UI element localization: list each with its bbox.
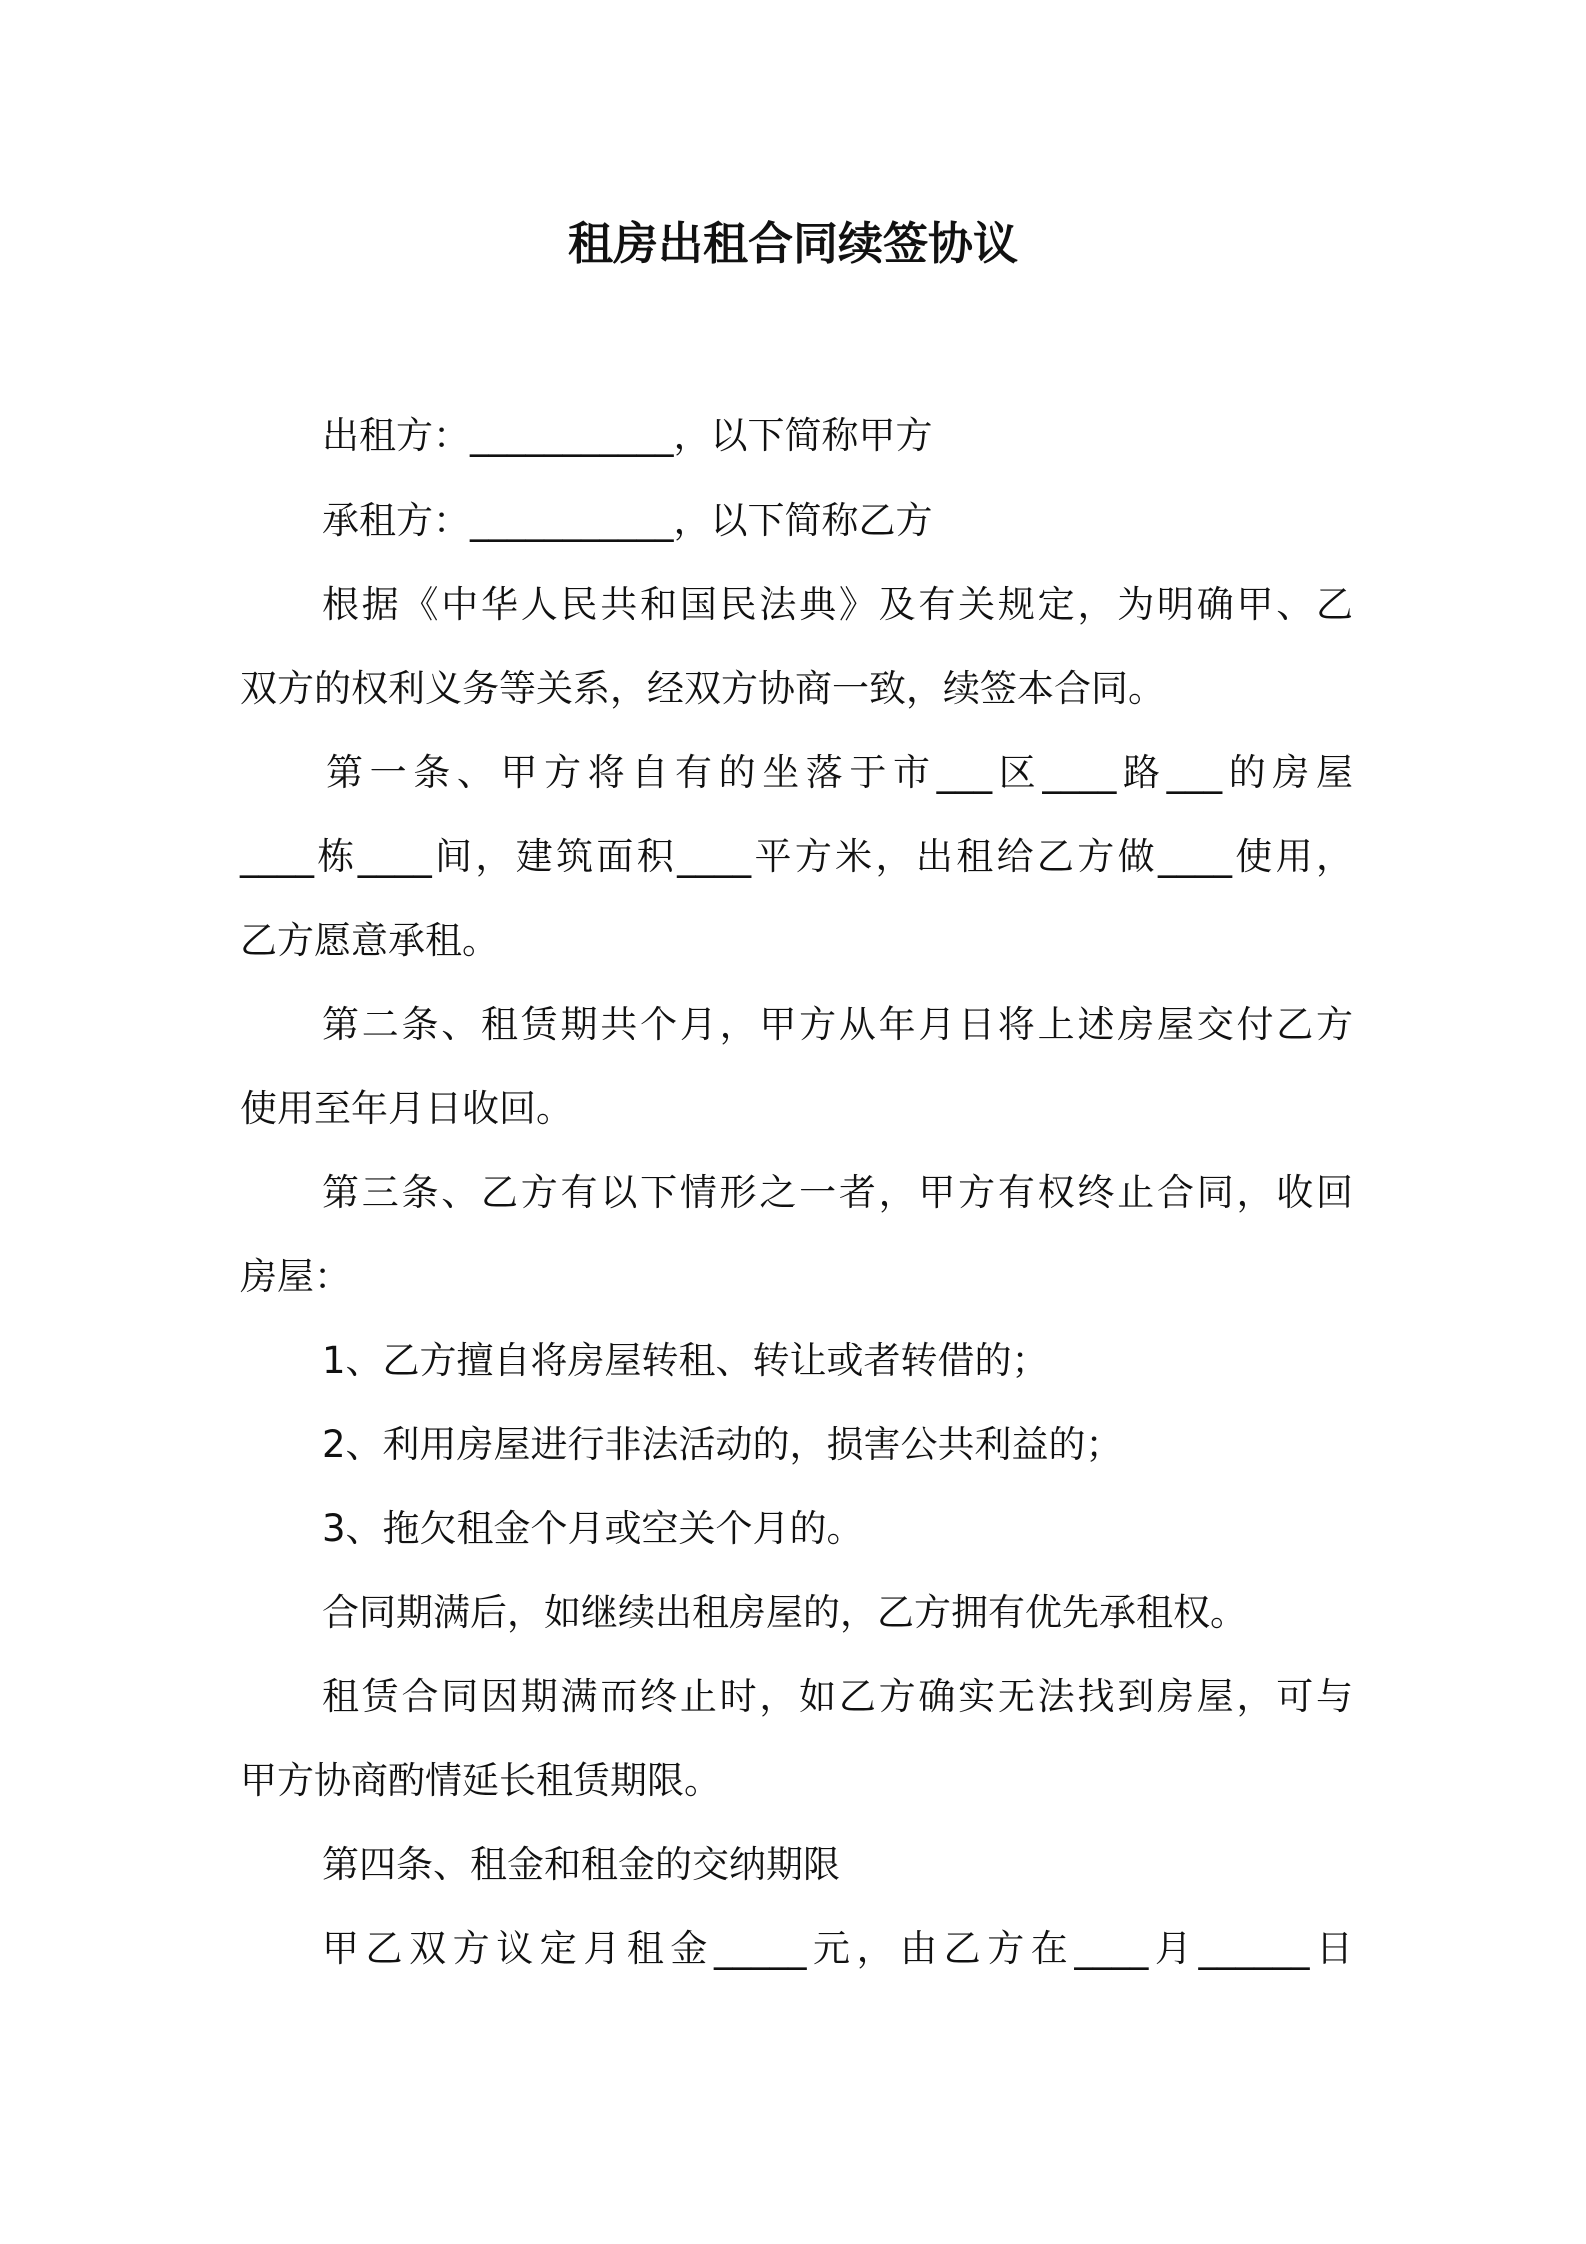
article-2-line-1: 第二条、租赁期共个月，甲方从年月日将上述房屋交付乙方 <box>322 1003 1353 1046</box>
preamble-line-2: 双方的权利义务等关系，经双方协商一致，续签本合同。 <box>240 667 1165 710</box>
article-3-item-1: 1、乙方擅自将房屋转租、转让或者转借的； <box>322 1339 1049 1382</box>
article-1-line-2: ____栋____间，建筑面积____平方米，出租给乙方做____使用， <box>240 835 1353 878</box>
extension-line-2: 甲方协商酌情延长租赁期限。 <box>240 1759 721 1802</box>
renewal-priority-line: 合同期满后，如继续出租房屋的，乙方拥有优先承租权。 <box>322 1591 1247 1634</box>
article-3-line-2: 房屋： <box>240 1255 351 1298</box>
article-2-line-2: 使用至年月日收回。 <box>240 1087 573 1130</box>
article-3-item-3: 3、拖欠租金个月或空关个月的。 <box>322 1507 864 1550</box>
article-1-line-3: 乙方愿意承租。 <box>240 919 499 962</box>
article-4-line-1: 甲乙双方议定月租金_____元，由乙方在____月______日 <box>322 1927 1353 1970</box>
article-1-line-1: 第一条、甲方将自有的坐落于市___区____路___的房屋 <box>326 751 1353 794</box>
article-4-heading: 第四条、租金和租金的交纳期限 <box>322 1843 840 1886</box>
preamble-line-1: 根据《中华人民共和国民法典》及有关规定，为明确甲、乙 <box>322 583 1353 626</box>
lessor-line: 出租方：___________，以下简称甲方 <box>322 414 933 457</box>
extension-line-1: 租赁合同因期满而终止时，如乙方确实无法找到房屋，可与 <box>322 1675 1353 1718</box>
article-3-item-2: 2、利用房屋进行非法活动的，损害公共利益的； <box>322 1423 1123 1466</box>
document-title: 租房出租合同续签协议 <box>567 217 1018 270</box>
lessee-line: 承租方：___________，以下简称乙方 <box>322 499 933 542</box>
article-3-line-1: 第三条、乙方有以下情形之一者，甲方有权终止合同，收回 <box>322 1171 1353 1214</box>
